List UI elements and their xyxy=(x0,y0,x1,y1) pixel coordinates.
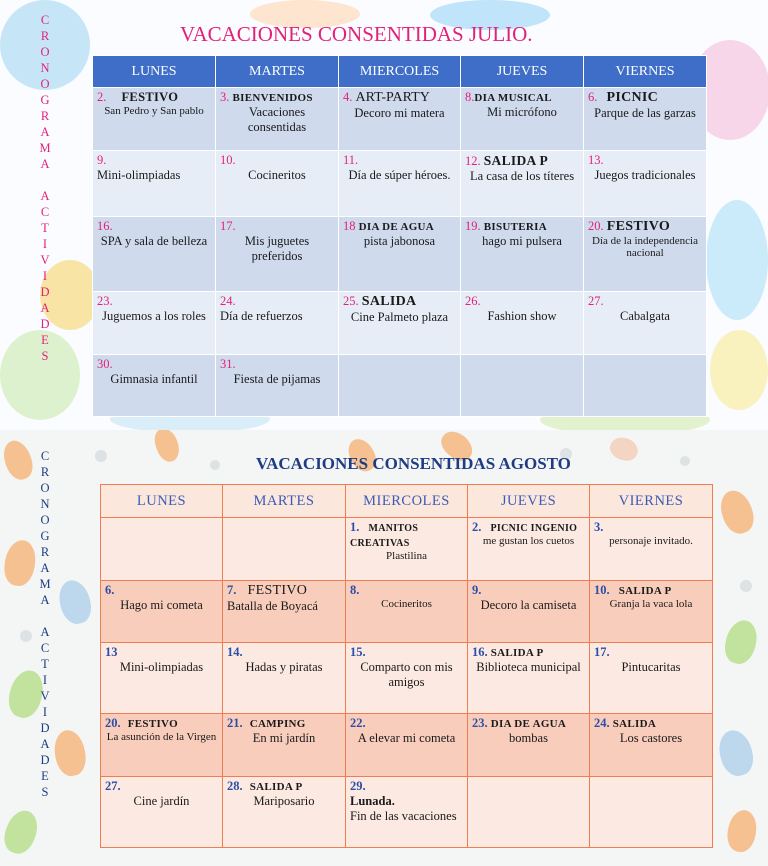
footprint-decoration xyxy=(55,577,95,627)
footprint-decoration xyxy=(721,617,761,667)
august-day-cell xyxy=(223,518,346,581)
footprint-decoration xyxy=(607,434,641,464)
august-day-header: VIERNES xyxy=(590,485,713,518)
paint-splash-decoration xyxy=(710,330,768,410)
day-number: 9. xyxy=(472,583,482,597)
vertical-letter: I xyxy=(42,705,48,719)
activity-text: Día de la independencia nacional xyxy=(592,235,698,259)
activity-text: Cine Palmeto plaza xyxy=(350,310,449,324)
activity-heading: MANITOS CREATIVAS xyxy=(350,523,419,549)
july-week-row xyxy=(93,292,707,355)
july-day-cell xyxy=(339,292,461,355)
activity-text: Los castores xyxy=(619,731,683,745)
day-number: 4. xyxy=(343,90,353,104)
activity-text: San Pedro y San pablo xyxy=(104,105,204,117)
dot-decoration xyxy=(680,456,690,466)
day-number: 8. xyxy=(465,90,475,104)
vertical-letter: A xyxy=(40,737,50,751)
activity-heading: SALIDA xyxy=(612,718,657,730)
dot-decoration xyxy=(210,460,220,470)
july-day-cell xyxy=(461,88,584,151)
day-number: 14. xyxy=(227,645,243,659)
vertical-letter: G xyxy=(40,93,50,107)
august-day-cell xyxy=(346,643,468,714)
activity-text: pista jabonosa xyxy=(363,234,436,248)
august-day-header: LUNES xyxy=(101,485,223,518)
activity-heading: SALIDA xyxy=(361,294,417,309)
day-number: 2. xyxy=(472,520,482,534)
vertical-letter: A xyxy=(40,301,50,315)
july-day-cell xyxy=(461,217,584,292)
day-number: 24. xyxy=(220,294,236,308)
day-number: 19. xyxy=(465,219,481,233)
july-day-header: MARTES xyxy=(216,56,339,88)
vertical-letter: V xyxy=(40,253,50,267)
activity-text: Hago mi cometa xyxy=(120,598,203,612)
activity-heading: SALIDA P xyxy=(490,647,544,659)
activity-text: personaje invitado. xyxy=(609,535,693,547)
july-day-cell xyxy=(339,217,461,292)
day-number: 26. xyxy=(465,294,481,308)
august-week-row xyxy=(101,581,713,643)
vertical-cronograma-label xyxy=(38,12,52,364)
july-week-row xyxy=(93,88,707,151)
day-number: 13 xyxy=(105,645,118,659)
july-day-cell xyxy=(216,355,339,417)
vertical-letter: G xyxy=(40,529,50,543)
july-day-cell xyxy=(216,151,339,217)
activity-text: En mi jardín xyxy=(252,731,316,745)
activity-text: Plastilina xyxy=(386,550,427,562)
august-day-cell xyxy=(468,714,590,777)
day-number: 2. xyxy=(97,90,107,104)
day-number: 20. xyxy=(105,716,121,730)
vertical-letter: V xyxy=(40,689,50,703)
day-number: 24. xyxy=(594,716,610,730)
august-day-cell xyxy=(346,777,468,848)
vertical-letter: M xyxy=(39,577,51,591)
vertical-letter: I xyxy=(42,269,48,283)
vertical-letter: A xyxy=(40,189,50,203)
activity-text: bombas xyxy=(509,731,548,745)
vertical-letter: A xyxy=(40,125,50,139)
august-week-row xyxy=(101,777,713,848)
july-day-cell xyxy=(216,217,339,292)
august-day-cell xyxy=(346,518,468,581)
activity-text: hago mi pulsera xyxy=(482,234,562,248)
july-title: VACACIONES CONSENTIDAS JULIO. xyxy=(180,22,533,46)
august-week-row xyxy=(101,714,713,777)
vertical-letter: R xyxy=(40,109,50,123)
august-day-cell xyxy=(346,581,468,643)
august-day-cell xyxy=(223,777,346,848)
activity-text: Parque de las garzas xyxy=(594,106,696,120)
vertical-letter: O xyxy=(40,45,50,59)
vertical-letter: S xyxy=(41,785,49,799)
july-day-header: VIERNES xyxy=(584,56,707,88)
activity-text: Fin de las vacaciones xyxy=(350,809,457,823)
activity-heading: SALIDA P xyxy=(483,153,549,168)
july-day-cell xyxy=(461,151,584,217)
july-week-row xyxy=(93,151,707,217)
activity-text: Juegos tradicionales xyxy=(594,168,696,182)
vertical-letter: D xyxy=(40,753,50,767)
vertical-letter: A xyxy=(40,157,50,171)
august-schedule-table xyxy=(100,484,713,848)
july-day-cell xyxy=(584,292,707,355)
activity-text: Cocineritos xyxy=(381,598,432,610)
activity-text: Cine jardín xyxy=(133,794,190,808)
august-day-cell xyxy=(468,581,590,643)
activity-text: Vacaciones consentidas xyxy=(247,105,307,134)
activity-text: A elevar mi cometa xyxy=(357,731,456,745)
day-number: 16. xyxy=(472,645,488,659)
activity-text: SPA y sala de belleza xyxy=(100,234,208,248)
activity-heading: CAMPING xyxy=(249,718,306,730)
dot-decoration xyxy=(20,630,32,642)
day-number: 17. xyxy=(220,219,236,233)
dot-decoration xyxy=(95,450,107,462)
day-number: 6. xyxy=(105,583,115,597)
july-week-row xyxy=(93,217,707,292)
july-day-cell xyxy=(339,151,461,217)
august-day-cell xyxy=(223,643,346,714)
july-day-header: JUEVES xyxy=(461,56,584,88)
vertical-letter: N xyxy=(40,497,50,511)
activity-text: Comparto con mis amigos xyxy=(360,660,453,689)
activity-heading: DIA MUSICAL xyxy=(474,92,552,104)
day-number: 29. xyxy=(350,779,366,793)
august-day-cell xyxy=(590,777,713,848)
paint-splash-decoration xyxy=(706,200,768,320)
july-header-row xyxy=(93,56,707,88)
august-day-header: MARTES xyxy=(223,485,346,518)
footprint-decoration xyxy=(51,728,89,779)
july-day-cell xyxy=(461,292,584,355)
vertical-letter: C xyxy=(40,641,50,655)
activity-text: Fashion show xyxy=(487,309,557,323)
august-day-cell xyxy=(101,518,223,581)
vertical-letter: I xyxy=(42,673,48,687)
july-day-cell xyxy=(93,151,216,217)
day-number: 27. xyxy=(588,294,604,308)
july-day-cell xyxy=(584,151,707,217)
august-week-row xyxy=(101,518,713,581)
activity-heading: FESTIVO xyxy=(127,718,178,730)
august-day-cell xyxy=(101,581,223,643)
activity-heading: FESTIVO xyxy=(247,583,308,598)
activity-text: Mis juguetes preferidos xyxy=(244,234,310,263)
activity-text: Gimnasia infantil xyxy=(110,372,198,386)
vertical-letter: A xyxy=(40,593,50,607)
activity-heading: FESTIVO xyxy=(121,90,179,104)
activity-text: La asunción de la Virgen xyxy=(106,731,217,743)
day-number: 21. xyxy=(227,716,243,730)
day-number: 10. xyxy=(220,153,236,167)
july-day-cell xyxy=(339,355,461,417)
july-schedule-table xyxy=(92,55,707,417)
activity-heading: PICNIC INGENIO xyxy=(490,523,578,534)
august-day-cell xyxy=(223,581,346,643)
august-day-cell xyxy=(590,581,713,643)
day-number: 10. xyxy=(594,583,610,597)
day-number: 22. xyxy=(350,716,366,730)
day-number: 17. xyxy=(594,645,610,659)
activity-text: Mini-olimpiadas xyxy=(119,660,204,674)
activity-heading: DIA DE AGUA xyxy=(358,221,435,233)
vertical-letter xyxy=(38,608,52,624)
august-day-cell xyxy=(223,714,346,777)
august-day-cell xyxy=(101,714,223,777)
activity-heading: SALIDA P xyxy=(249,781,303,793)
vertical-letter: C xyxy=(40,449,50,463)
footprint-decoration xyxy=(0,806,43,858)
activity-text: Decoro la camiseta xyxy=(480,598,577,612)
vertical-letter xyxy=(38,172,52,188)
activity-text: Día de refuerzos xyxy=(220,309,303,323)
august-day-header: JUEVES xyxy=(468,485,590,518)
july-day-cell xyxy=(216,292,339,355)
july-day-cell xyxy=(93,292,216,355)
day-number: 13. xyxy=(588,153,604,167)
july-day-cell xyxy=(584,355,707,417)
activity-text: Cocineritos xyxy=(248,168,306,182)
vertical-letter: T xyxy=(41,657,49,671)
footprint-decoration xyxy=(1,538,39,589)
day-number: 25. xyxy=(343,294,359,308)
vertical-letter: I xyxy=(42,237,48,251)
footprint-decoration xyxy=(715,727,758,780)
july-day-cell xyxy=(93,355,216,417)
august-day-cell xyxy=(101,777,223,848)
day-number: 23. xyxy=(472,716,488,730)
august-day-cell xyxy=(468,777,590,848)
day-number: 20. xyxy=(588,219,604,233)
day-number: 3. xyxy=(220,90,230,104)
activity-heading: SALIDA P xyxy=(618,585,672,597)
activity-text: Decoro mi matera xyxy=(354,106,445,120)
july-panel xyxy=(0,0,768,430)
vertical-letter: T xyxy=(41,221,49,235)
activity-text: Hadas y piratas xyxy=(245,660,323,674)
july-day-cell xyxy=(93,217,216,292)
activity-text: Mariposario xyxy=(253,794,315,808)
vertical-letter: O xyxy=(40,513,50,527)
august-day-cell xyxy=(590,643,713,714)
vertical-cronograma-label xyxy=(38,448,52,800)
august-week-row xyxy=(101,643,713,714)
july-day-cell xyxy=(339,88,461,151)
activity-text: Granja la vaca lola xyxy=(609,598,693,610)
vertical-letter: R xyxy=(40,29,50,43)
day-number: 18 xyxy=(343,219,356,233)
day-number: 23. xyxy=(97,294,113,308)
activity-heading: ART-PARTY xyxy=(355,90,430,105)
july-day-cell xyxy=(584,217,707,292)
activity-text: La casa de los títeres xyxy=(469,169,575,183)
activity-heading: BISUTERIA xyxy=(483,221,547,233)
day-number: 3. xyxy=(594,520,604,534)
day-number: 1. xyxy=(350,520,360,534)
footprint-decoration xyxy=(725,808,760,854)
vertical-letter: S xyxy=(41,349,49,363)
july-day-header: LUNES xyxy=(93,56,216,88)
day-number: 9. xyxy=(97,153,107,167)
july-week-row xyxy=(93,355,707,417)
august-header-row xyxy=(101,485,713,518)
activity-text: Pintucaritas xyxy=(621,660,681,674)
activity-text: Día de súper héroes. xyxy=(348,168,451,182)
activity-text: Mini-olimpiadas xyxy=(97,168,181,182)
activity-heading: DIA DE AGUA xyxy=(490,718,567,730)
activity-heading: FESTIVO xyxy=(606,219,671,234)
vertical-letter: O xyxy=(40,481,50,495)
day-number: 11. xyxy=(343,153,359,167)
august-day-cell xyxy=(101,643,223,714)
august-day-cell xyxy=(468,518,590,581)
vertical-letter: D xyxy=(40,721,50,735)
dot-decoration xyxy=(740,580,752,592)
activity-text: Fiesta de pijamas xyxy=(233,372,321,386)
july-day-cell xyxy=(461,355,584,417)
activity-text: Biblioteca municipal xyxy=(476,660,581,674)
day-number: 6. xyxy=(588,90,598,104)
footprint-decoration xyxy=(151,430,183,465)
activity-heading: BIENVENIDOS xyxy=(232,92,313,104)
day-number: 12. xyxy=(465,154,481,168)
activity-text: Batalla de Boyacá xyxy=(227,599,318,613)
july-day-cell xyxy=(93,88,216,151)
july-day-cell xyxy=(584,88,707,151)
july-day-cell xyxy=(216,88,339,151)
vertical-letter: C xyxy=(40,205,50,219)
august-day-header: MIERCOLES xyxy=(346,485,468,518)
activity-text: Mi micrófono xyxy=(487,105,557,119)
vertical-letter: N xyxy=(40,61,50,75)
day-number: 30. xyxy=(97,357,113,371)
day-number: 7. xyxy=(227,583,237,597)
august-title: VACACIONES CONSENTIDAS AGOSTO xyxy=(256,454,571,473)
vertical-letter: E xyxy=(41,769,49,783)
august-day-cell xyxy=(468,643,590,714)
vertical-letter: D xyxy=(40,285,50,299)
day-number: 28. xyxy=(227,779,243,793)
footprint-decoration xyxy=(715,486,758,538)
vertical-letter: A xyxy=(40,561,50,575)
day-number: 8. xyxy=(350,583,360,597)
august-day-cell xyxy=(590,518,713,581)
vertical-letter: R xyxy=(40,545,50,559)
vertical-letter: C xyxy=(40,13,50,27)
vertical-letter: E xyxy=(41,333,49,347)
activity-text: me gustan los cuetos xyxy=(482,535,575,547)
day-number: 31. xyxy=(220,357,236,371)
activity-heading: Lunada. xyxy=(350,794,395,808)
vertical-letter: A xyxy=(40,625,50,639)
day-number: 27. xyxy=(105,779,121,793)
vertical-letter: R xyxy=(40,465,50,479)
august-day-cell xyxy=(346,714,468,777)
day-number: 16. xyxy=(97,219,113,233)
august-day-cell xyxy=(590,714,713,777)
vertical-letter: M xyxy=(39,141,51,155)
activity-heading: PICNIC xyxy=(606,90,659,105)
activity-text: Juguemos a los roles xyxy=(102,309,206,323)
day-number: 15. xyxy=(350,645,366,659)
footprint-decoration xyxy=(0,437,37,483)
july-day-header: MIERCOLES xyxy=(339,56,461,88)
vertical-letter: O xyxy=(40,77,50,91)
vertical-letter: D xyxy=(40,317,50,331)
activity-text: Cabalgata xyxy=(620,309,670,323)
